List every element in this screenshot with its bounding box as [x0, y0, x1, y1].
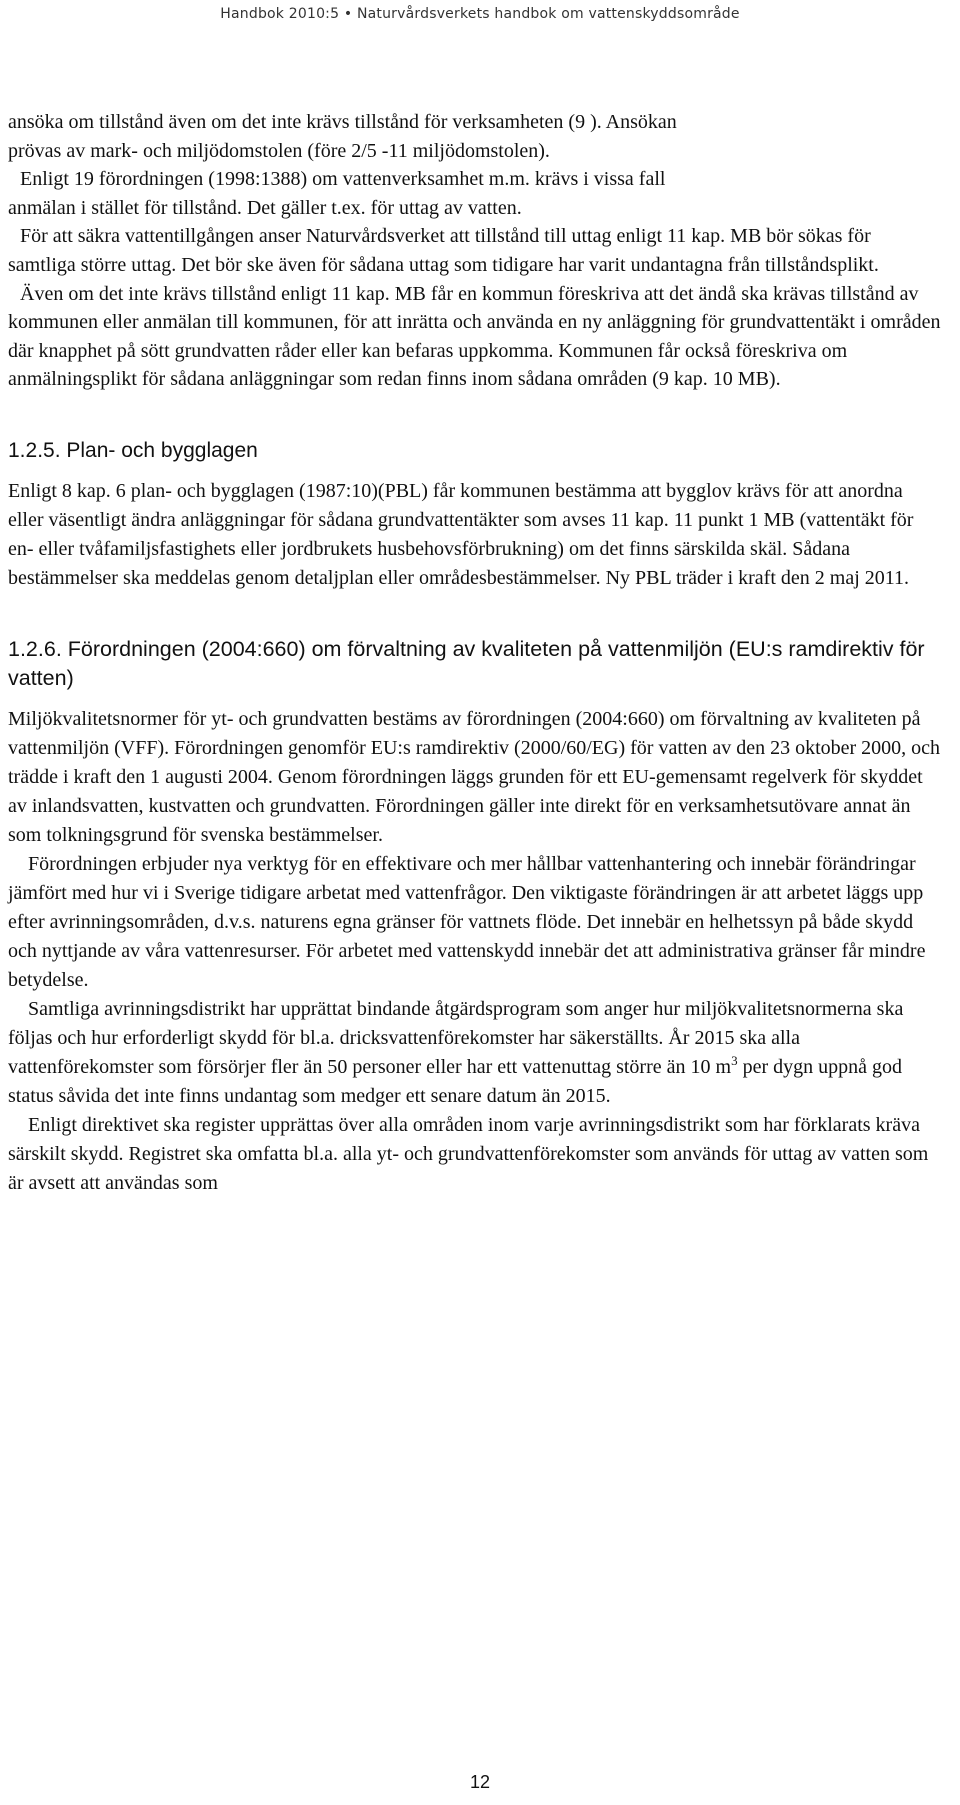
- text-line: anmälan i stället för tillstånd. Det gäller t.ex. för uttag av vatten.: [8, 196, 522, 219]
- running-header: Handbok 2010:5 • Naturvårdsverkets handbok om vattenskyddsområde: [220, 6, 740, 22]
- section-heading: 1.2.6. Förordningen (2004:660) om förvaltning av kvaliteten på vattenmiljön (EU:s ramdirektiv för vatten): [8, 636, 925, 690]
- section-heading: 1.2.5. Plan- och bygglagen: [8, 438, 258, 462]
- text-line: ansöka om tillstånd även om det inte krävs tillstånd för verksamheten (9 ). Ansökan: [8, 111, 677, 133]
- page-number: 12: [469, 1772, 491, 1792]
- document-body: [8, 108, 943, 1198]
- paragraph: [8, 108, 943, 165]
- paragraph: Enligt direktivet ska register upprättas över alla områden inom varje avrinningsdistrikt som har förklarats kräva särskilt skydd. Registret ska omfatta bl.a. alla yt- och grundvattenförekomster som används för uttag av vatten som är avsett att användas som: [8, 1113, 929, 1194]
- paragraph: [8, 995, 943, 1111]
- text-run: per dygn uppnå god status såvida det inte finns undantag som medger ett senare datum än 2015.: [8, 1055, 902, 1107]
- paragraph: Enligt 8 kap. 6 plan- och bygglagen (1987:10)(PBL) får kommunen bestämma att bygglov krävs för att anordna eller väsentligt ändra anläggningar för sådana grundvattentäkter som avses 11 kap. 11 punkt 1 MB (vattentäkt för en- eller tvåfamiljsfastighets eller jordbrukets husbehovsförbrukning) om det finns särskilda skäl. Sådana bestämmelser ska meddelas genom detaljplan eller områdesbestämmelser. Ny PBL träder i kraft den 2 maj 2011.: [8, 479, 914, 589]
- paragraph: För att säkra vattentillgången anser Naturvårdsverket att tillstånd till uttag enligt 11 kap. MB bör sökas för samtliga större uttag. Det bör ske även för sådana uttag som tidigare har varit undantagna från tillståndsplikt.: [8, 225, 879, 276]
- intro-block: [8, 108, 943, 394]
- paragraph: Miljökvalitetsnormer för yt- och grundvatten bestäms av förordningen (2004:660) om förvaltning av kvaliteten på vattenmiljön (VFF). Förordningen genomför EU:s ramdirektiv (2000/60/EG) för vatten av den 23 oktober 2000, och trädde i kraft den 1 augusti 2004. Genom förordningen läggs grunden för ett EU-gemensamt regelverk för skyddet av inlandsvatten, kustvatten och grundvatten. Förordningen gäller inte direkt för en verksamhetsutövare annat än som tolkningsgrund för svenska bestämmelser.: [8, 707, 941, 846]
- paragraph: [8, 165, 943, 222]
- paragraph: Även om det inte krävs tillstånd enligt 11 kap. MB får en kommun föreskriva att det ändå ska krävas tillstånd av kommunen eller anmälan till kommunen, för att inrätta och använda en ny anläggning för grundvattentäkt i områden där knapphet på sött grundvatten råder eller kan befaras uppkomma. Kommunen får också föreskriva om anmälningsplikt för sådana anläggningar som redan finns inom sådana områden (9 kap. 10 MB).: [8, 282, 941, 391]
- section-forordningen-vattenmiljon: [8, 635, 943, 1198]
- text-line: prövas av mark- och miljödomstolen (före 2/5 -11 miljödomstolen).: [8, 139, 550, 162]
- section-plan-och-bygglagen: [8, 436, 943, 593]
- paragraph: Förordningen erbjuder nya verktyg för en effektivare och mer hållbar vattenhantering och innebär förändringar jämfört med hur vi i Sverige tidigare arbetat med vattenfrågor. Den viktigaste förändringen är att arbetet läggs upp efter avrinningsområden, d.v.s. naturens egna gränser för vattnets flöde. Det innebär en helhetssyn på både skydd och nyttjande av våra vattenresurser. För arbetet med vattenskydd innebär det att administrativa gränser får mindre betydelse.: [8, 852, 926, 991]
- text-run: Samtliga avrinningsdistrikt har upprättat bindande åtgärdsprogram som anger hur miljökvalitetsnormerna ska följas och hur erforderligt skydd för bl.a. dricksvattenförekomster har säkerställts. År 2015 ska alla vattenförekomster som försörjer fler än 50 personer eller har ett vattenuttag större än 10 m: [8, 997, 904, 1078]
- superscript: 3: [731, 1052, 738, 1068]
- text-line: Enligt 19 förordningen (1998:1388) om vattenverksamhet m.m. krävs i vissa fall: [20, 168, 666, 191]
